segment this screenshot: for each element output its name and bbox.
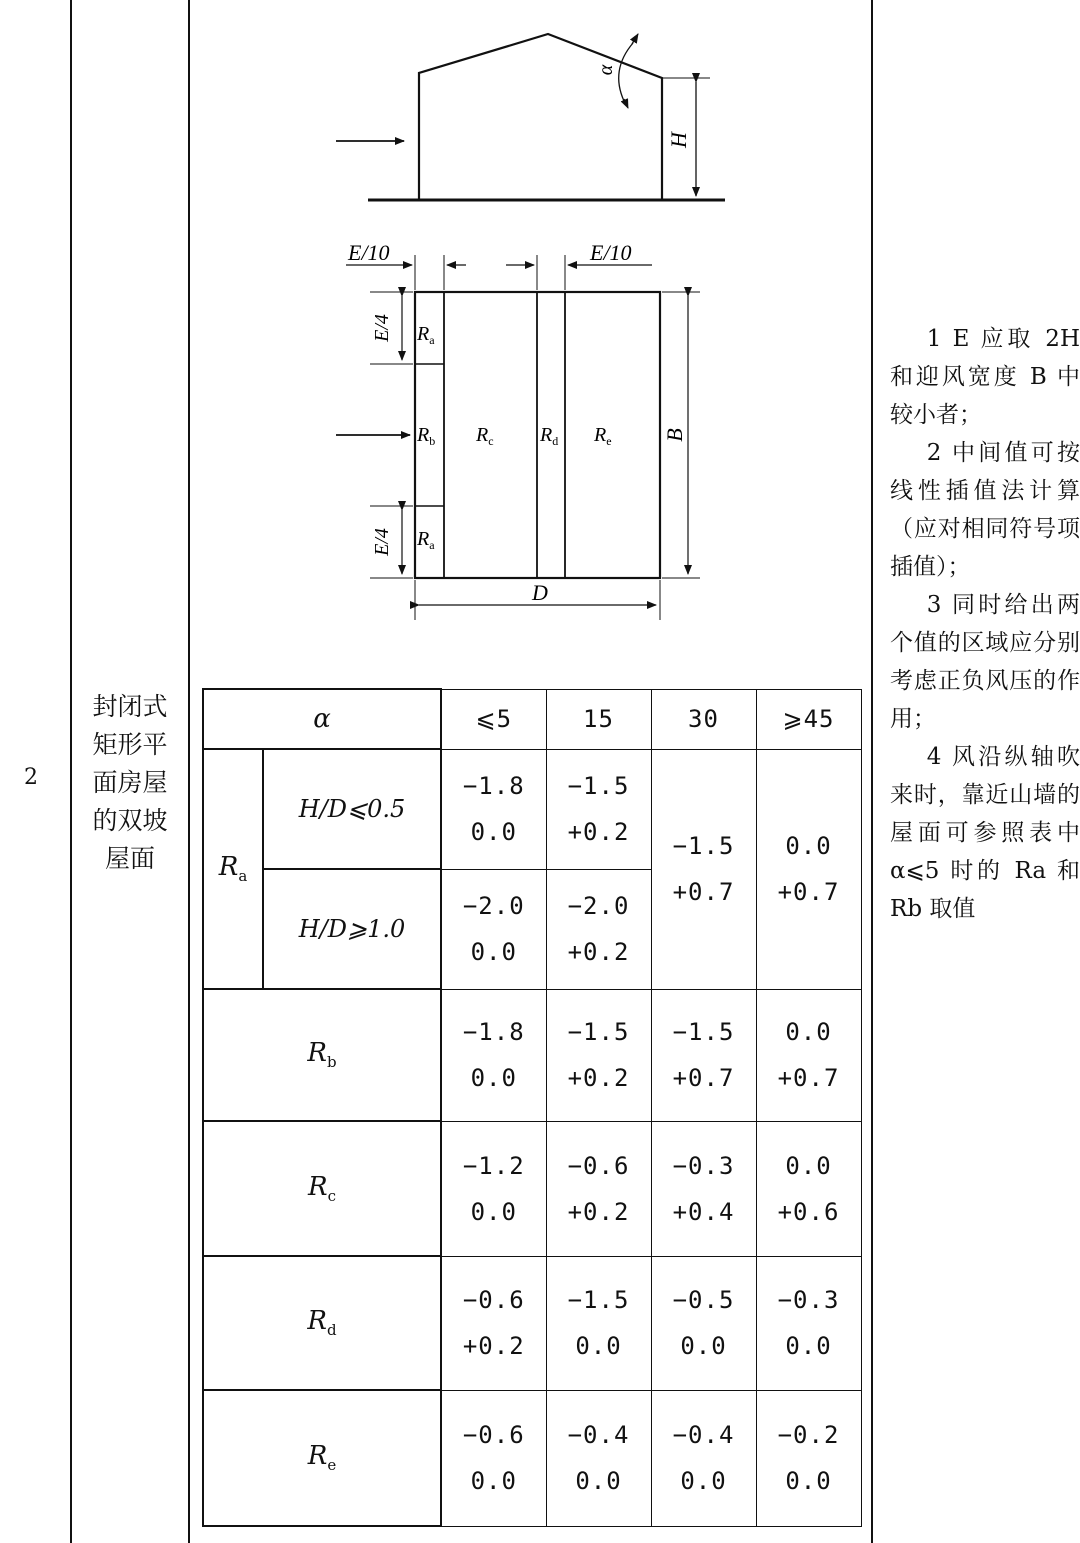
note-3: 3 同时给出两个值的区域应分别考虑正负风压的作用； xyxy=(890,592,1080,732)
row-label-rb: $R_b$ xyxy=(203,989,441,1121)
coefficient-table xyxy=(202,688,862,1527)
header-col-4: ⩾45 xyxy=(756,689,861,749)
note-2: 2 中间值可按线性插值法计算（应对相同符号项插值）； xyxy=(890,440,1080,580)
row-number: 2 xyxy=(24,765,38,790)
table-cell: −1.5 +0.7 xyxy=(651,989,756,1121)
table-cell: −1.5 +0.2 xyxy=(546,989,651,1121)
table-cell: −0.3 +0.4 xyxy=(651,1121,756,1256)
table-cell: −0.3 0.0 xyxy=(756,1256,861,1390)
table-cell: −0.4 0.0 xyxy=(651,1390,756,1526)
table-row xyxy=(203,1256,861,1390)
table-cell: −2.0 0.0 xyxy=(441,869,546,989)
note-4: 4 风沿纵轴吹来时，靠近山墙的屋面可参照表中 α⩽5 时的 Ra 和 Rb 取值 xyxy=(890,744,1080,922)
zone-rb: $R_b$ xyxy=(417,424,436,448)
table-cell: −1.5 0.0 xyxy=(546,1256,651,1390)
table-row xyxy=(203,1390,861,1526)
height-label: H xyxy=(666,132,691,148)
plan-view xyxy=(336,255,700,620)
table-row xyxy=(203,989,861,1121)
row-label-ra: $R_a$ xyxy=(203,749,263,989)
table-cell: −0.6 0.0 xyxy=(441,1390,546,1526)
row-label-rd: $R_d$ xyxy=(203,1256,441,1390)
zone-rd: $R_d$ xyxy=(540,424,559,448)
table-cell: 0.0 +0.7 xyxy=(756,989,861,1121)
table-cell: −1.8 0.0 xyxy=(441,989,546,1121)
header-col-2: 15 xyxy=(546,689,651,749)
top-dim-label: E/4 xyxy=(371,314,393,342)
table-cell: −1.2 0.0 xyxy=(441,1121,546,1256)
table-cell: −0.6 +0.2 xyxy=(546,1121,651,1256)
note-1: 1 E 应取 2H 和迎风宽度 B 中较小者； xyxy=(890,326,1080,428)
angle-arc xyxy=(619,43,633,101)
zone-rc: $R_c$ xyxy=(476,424,494,448)
row-label-rc: $R_c$ xyxy=(203,1121,441,1256)
left-dim-label: E/10 xyxy=(348,240,390,265)
table-header-row xyxy=(203,689,861,749)
table-row xyxy=(203,749,861,869)
header-col-1: ⩽5 xyxy=(441,689,546,749)
zone-ra-top: $R_a$ xyxy=(417,323,435,347)
table-cell: −1.5 +0.7 xyxy=(651,749,756,989)
table-cell: −1.8 0.0 xyxy=(441,749,546,869)
notes xyxy=(890,320,1080,928)
condition-1: H/D⩽0.5 xyxy=(263,749,441,869)
table-row xyxy=(203,1121,861,1256)
condition-2: H/D⩾1.0 xyxy=(263,869,441,989)
table-cell: −1.5 +0.2 xyxy=(546,749,651,869)
depth-label: B xyxy=(662,428,687,442)
table-cell: −0.6 +0.2 xyxy=(441,1256,546,1390)
table-cell: 0.0 +0.6 xyxy=(756,1121,861,1256)
header-col-3: 30 xyxy=(651,689,756,749)
table-cell: −0.2 0.0 xyxy=(756,1390,861,1526)
elevation-view xyxy=(336,34,725,200)
table-cell: −2.0 +0.2 xyxy=(546,869,651,989)
row-label-re: $R_e$ xyxy=(203,1390,441,1526)
header-alpha: α xyxy=(203,689,441,749)
zone-ra-bottom: $R_a$ xyxy=(417,528,435,552)
row-name: 封闭式 矩形平 面房屋 的双坡 屋面 xyxy=(92,692,168,873)
right-dim-label: E/10 xyxy=(590,240,632,265)
angle-label: α xyxy=(595,64,617,76)
table-cell: −0.4 0.0 xyxy=(546,1390,651,1526)
zone-re: $R_e$ xyxy=(594,424,612,448)
bottom-dim-label: E/4 xyxy=(371,528,393,556)
table-cell: −0.5 0.0 xyxy=(651,1256,756,1390)
width-label: D xyxy=(532,580,548,605)
table-cell: 0.0 +0.7 xyxy=(756,749,861,989)
